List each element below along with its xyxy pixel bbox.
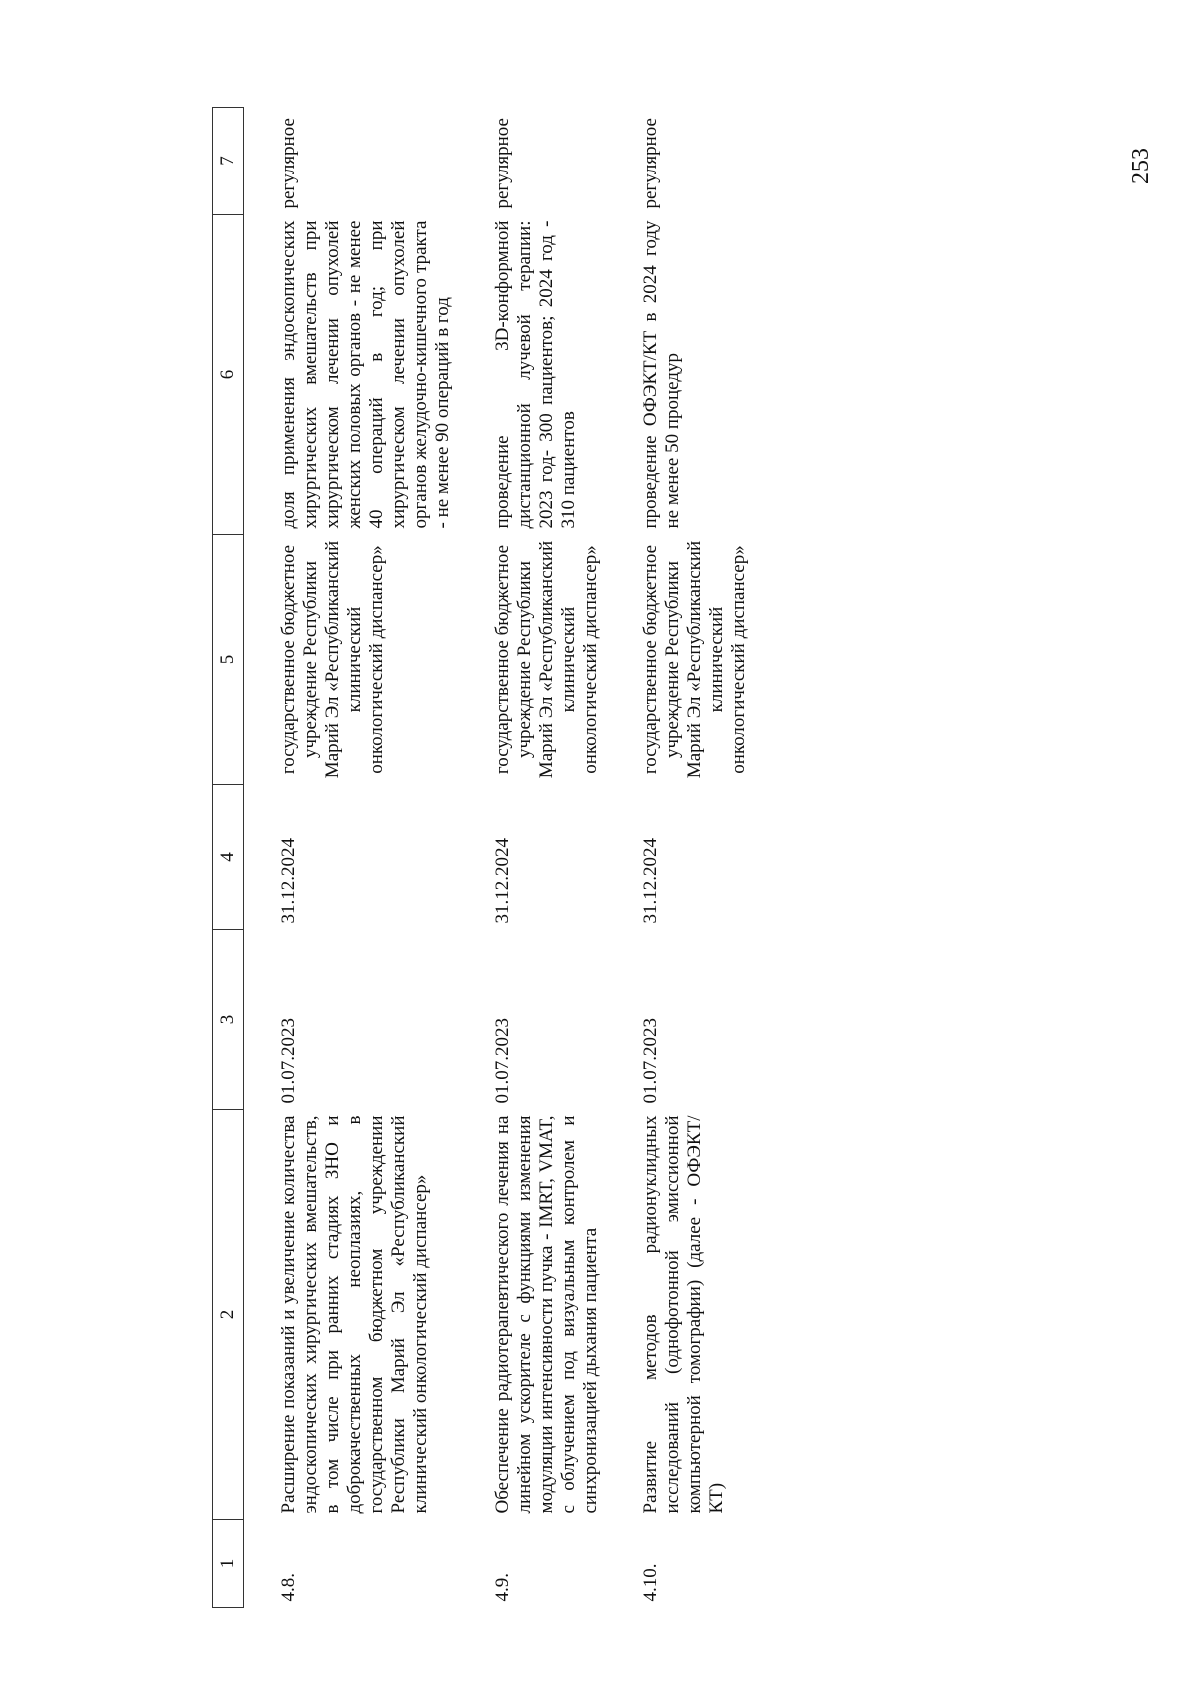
row-number: 4.9.: [492, 1573, 513, 1602]
table-row: [244, 108, 459, 1608]
executor: государственное бюджетное учреждение Республики Марий Эл «Республиканский клинический онкологический диспансер»: [278, 540, 387, 779]
header-row: [213, 108, 244, 1608]
end-date: 31.12.2024: [492, 838, 513, 924]
header-col-5: 5: [213, 535, 244, 785]
expected-result: проведение ОФЭКТ/КТ в 2024 году не менее 50 процедур: [640, 220, 683, 529]
row-number: 4.10.: [640, 1563, 661, 1602]
measure-type: регулярное: [492, 118, 513, 209]
executor: государственное бюджетное учреждение Республики Марий Эл «Республиканский клинический онкологический диспансер»: [492, 540, 601, 779]
measures-table: [212, 107, 754, 1608]
end-date: 31.12.2024: [278, 838, 299, 924]
header-col-2: 2: [213, 1110, 244, 1520]
start-date: 01.07.2023: [278, 1018, 299, 1104]
header-col-7: 7: [213, 108, 244, 215]
start-date: 01.07.2023: [640, 1018, 661, 1104]
expected-result: доля применения эндоскопических хирургических вмешательств при хирургическом лечении опухолей женских половых органов - не менее 40 операций в год; при хирургическом лечении опухолей органов желудочно-кишечного тракта - не менее 90 операций в год: [278, 220, 453, 529]
table-row: [458, 108, 606, 1608]
row-number: 4.8.: [278, 1573, 299, 1602]
header-col-4: 4: [213, 785, 244, 930]
expected-result: проведение 3D-конформной дистанционной лучевой терапии: 2023 год- 300 пациентов; 2024 год - 310 пациентов: [492, 220, 579, 529]
page-number: 253: [1128, 148, 1154, 184]
start-date: 01.07.2023: [492, 1018, 513, 1104]
measure-description: Развитие методов радионуклидных исследований (однофотонной эмиссионной компьютерной томографии) (далее - ОФЭКТ/КТ): [640, 1115, 727, 1514]
table-row: [606, 108, 754, 1608]
end-date: 31.12.2024: [640, 838, 661, 924]
measure-type: регулярное: [640, 118, 661, 209]
measure-description: Обеспечение радиотерапевтического лечения на линейном ускорителе с функциями изменения модуляции интенсивности пучка - IMRT, VMAT, с облучением под визуальным контролем и синхронизацией дыхания пациента: [492, 1115, 601, 1514]
header-col-3: 3: [213, 930, 244, 1110]
measure-description: Расширение показаний и увеличение количества эндоскопических хирургических вмешательств, в том числе при ранних стадиях ЗНО и доброкачественных неоплазиях, в государственном бюджетном учреждении Республики Марий Эл «Республиканский клинический онкологический диспансер»: [278, 1115, 431, 1514]
header-col-6: 6: [213, 215, 244, 535]
header-col-1: 1: [213, 1520, 244, 1608]
executor: государственное бюджетное учреждение Республики Марий Эл «Республиканский клинический онкологический диспансер»: [640, 540, 749, 779]
measure-type: регулярное: [278, 118, 299, 209]
